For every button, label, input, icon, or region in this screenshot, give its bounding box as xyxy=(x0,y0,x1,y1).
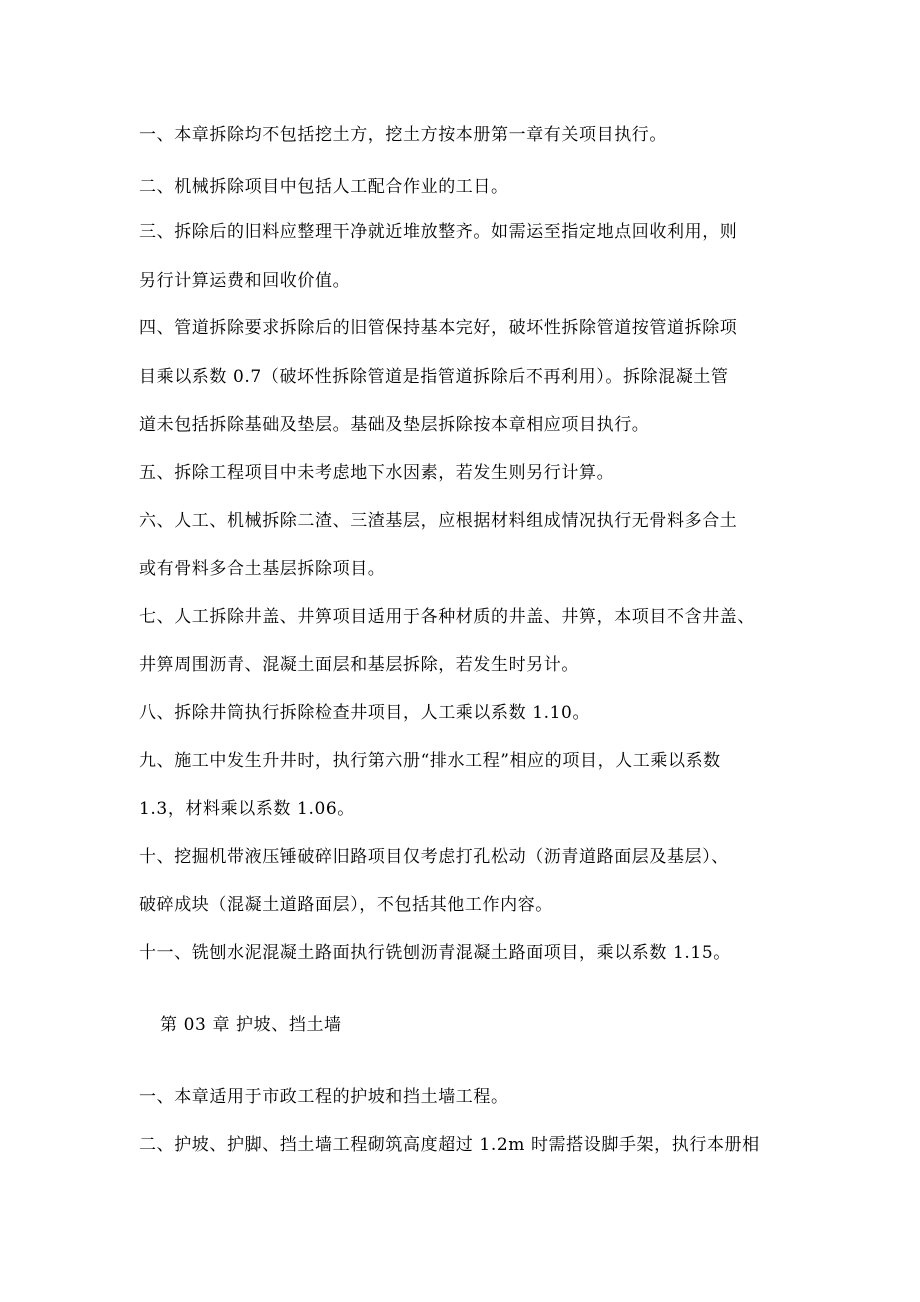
paragraph-line: 一、本章适用于市政工程的护坡和挡土墙工程。 xyxy=(139,1087,509,1107)
paragraph-line: 道未包括拆除基础及垫层。基础及垫层拆除按本章相应项目执行。 xyxy=(139,415,650,435)
paragraph-line: 十一、铣刨水泥混凝土路面执行铣刨沥青混凝土路面项目，乘以系数 1.15。 xyxy=(139,943,731,963)
paragraph-line: 六、人工、机械拆除二渣、三渣基层，应根据材料组成情况执行无骨料多合土 xyxy=(139,511,738,531)
paragraph-line: 四、管道拆除要求拆除后的旧管保持基本完好，破坏性拆除管道按管道拆除项 xyxy=(139,318,738,338)
chapter-heading: 第 03 章 护坡、挡土墙 xyxy=(160,1015,342,1035)
paragraph-line: 七、人工拆除井盖、井箅项目适用于各种材质的井盖、井箅，本项目不含井盖、 xyxy=(139,607,755,627)
paragraph-line: 二、机械拆除项目中包括人工配合作业的工日。 xyxy=(139,177,509,197)
paragraph-line: 八、拆除井筒执行拆除检查井项目，人工乘以系数 1.10。 xyxy=(139,703,591,723)
paragraph-line: 井箅周围沥青、混凝土面层和基层拆除，若发生时另计。 xyxy=(139,655,579,675)
paragraph-line: 五、拆除工程项目中未考虑地下水因素，若发生则另行计算。 xyxy=(139,463,615,483)
paragraph-line: 目乘以系数 0.7（破坏性拆除管道是指管道拆除后不再利用）。拆除混凝土管 xyxy=(139,367,729,387)
paragraph-line: 或有骨料多合土基层拆除项目。 xyxy=(139,559,386,579)
paragraph-line: 二、护坡、护脚、挡土墙工程砌筑高度超过 1.2m 时需搭设脚手架，执行本册相 xyxy=(139,1135,760,1155)
paragraph-line: 三、拆除后的旧料应整理干净就近堆放整齐。如需运至指定地点回收利用，则 xyxy=(139,222,738,242)
paragraph-line: 一、本章拆除均不包括挖土方，挖土方按本册第一章有关项目执行。 xyxy=(139,125,667,145)
paragraph-line: 破碎成块（混凝土道路面层），不包括其他工作内容。 xyxy=(139,895,553,915)
paragraph-line: 十、挖掘机带液压锤破碎旧路项目仅考虑打孔松动（沥青道路面层及基层）、 xyxy=(139,847,729,867)
paragraph-line: 九、施工中发生升井时，执行第六册“排水工程”相应的项目，人工乘以系数 xyxy=(139,751,721,771)
paragraph-line: 另行计算运费和回收价值。 xyxy=(139,271,351,291)
paragraph-line: 1.3，材料乘以系数 1.06。 xyxy=(139,799,355,819)
